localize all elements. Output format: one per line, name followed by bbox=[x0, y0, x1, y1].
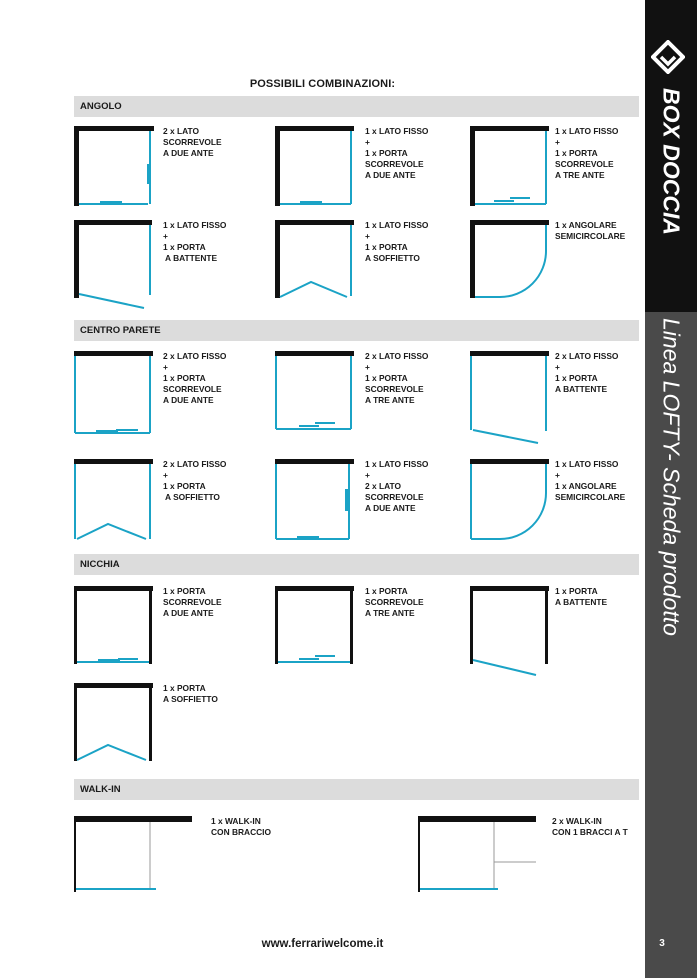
centro-parete-3-description: 2 x LATO FISSO + 1 x PORTA A BATTENTE bbox=[555, 351, 619, 394]
nicchia-3-description: 1 x PORTA A BATTENTE bbox=[555, 586, 608, 607]
nicchia-4-description: 1 x PORTA A SOFFIETTO bbox=[163, 683, 218, 704]
combination-nicchia-3 bbox=[470, 586, 555, 681]
combination-centro-parete-2 bbox=[275, 351, 360, 436]
angolo-3-description: 1 x LATO FISSO + 1 x PORTA SCORREVOLE A TRE ANTE bbox=[555, 126, 619, 180]
combination-nicchia-4 bbox=[74, 683, 159, 765]
section-header-centro-parete: CENTRO PARETE bbox=[74, 320, 639, 341]
combination-angolo-3 bbox=[470, 126, 555, 208]
nicchia-2-description: 1 x PORTA SCORREVOLE A TRE ANTE bbox=[365, 586, 424, 618]
combination-walk-in-1 bbox=[74, 816, 194, 896]
combination-centro-parete-6 bbox=[470, 459, 555, 544]
ferrari-welcome-logo-icon bbox=[651, 40, 685, 79]
combination-angolo-1 bbox=[74, 126, 159, 208]
footer-website-url: www.ferrariwelcome.it bbox=[261, 938, 384, 950]
section-header-nicchia: NICCHIA bbox=[74, 554, 639, 575]
centro-parete-3-diagram bbox=[470, 351, 555, 446]
walk-in-2-description: 2 x WALK-IN CON 1 BRACCI A T bbox=[552, 816, 628, 837]
walk-in-1-description: 1 x WALK-IN CON BRACCIO bbox=[211, 816, 272, 837]
angolo-3-diagram bbox=[470, 126, 555, 208]
angolo-1-diagram bbox=[74, 126, 159, 208]
combination-angolo-5 bbox=[275, 220, 360, 300]
centro-parete-4-description: 2 x LATO FISSO + 1 x PORTA A SOFFIETTO bbox=[163, 459, 227, 502]
angolo-2-diagram bbox=[275, 126, 360, 208]
centro-parete-5-description: 1 x LATO FISSO + 2 x LATO SCORREVOLE A DUE ANTE bbox=[365, 459, 429, 513]
angolo-5-description: 1 x LATO FISSO + 1 x PORTA A SOFFIETTO bbox=[365, 220, 429, 263]
nicchia-4-diagram bbox=[74, 683, 159, 765]
page-title: POSSIBILI COMBINAZIONI: bbox=[249, 78, 396, 90]
centro-parete-2-diagram bbox=[275, 351, 360, 436]
sidebar-brand-title: BOX DOCCIA bbox=[658, 88, 685, 235]
angolo-6-diagram bbox=[470, 220, 555, 300]
centro-parete-1-description: 2 x LATO FISSO + 1 x PORTA SCORREVOLE A DUE ANTE bbox=[163, 351, 227, 405]
combination-nicchia-2 bbox=[275, 586, 360, 668]
combination-angolo-4 bbox=[74, 220, 159, 315]
angolo-4-diagram bbox=[74, 220, 159, 315]
page-number: 3 bbox=[659, 938, 665, 949]
combination-centro-parete-1 bbox=[74, 351, 159, 436]
angolo-6-description: 1 x ANGOLARE SEMICIRCOLARE bbox=[555, 220, 626, 241]
nicchia-2-diagram bbox=[275, 586, 360, 668]
combination-walk-in-2 bbox=[418, 816, 538, 896]
nicchia-1-diagram bbox=[74, 586, 159, 668]
angolo-4-description: 1 x LATO FISSO + 1 x PORTA A BATTENTE bbox=[163, 220, 227, 263]
centro-parete-4-diagram bbox=[74, 459, 159, 544]
combination-nicchia-1 bbox=[74, 586, 159, 668]
walk-in-1-diagram bbox=[74, 816, 194, 896]
combination-centro-parete-5 bbox=[275, 459, 360, 544]
centro-parete-5-diagram bbox=[275, 459, 360, 544]
nicchia-1-description: 1 x PORTA SCORREVOLE A DUE ANTE bbox=[163, 586, 222, 618]
section-header-walk-in: WALK-IN bbox=[74, 779, 639, 800]
angolo-5-diagram bbox=[275, 220, 360, 300]
centro-parete-2-description: 2 x LATO FISSO + 1 x PORTA SCORREVOLE A TRE ANTE bbox=[365, 351, 429, 405]
angolo-2-description: 1 x LATO FISSO + 1 x PORTA SCORREVOLE A DUE ANTE bbox=[365, 126, 429, 180]
angolo-1-description: 2 x LATO SCORREVOLE A DUE ANTE bbox=[163, 126, 222, 158]
combination-centro-parete-4 bbox=[74, 459, 159, 544]
nicchia-3-diagram bbox=[470, 586, 555, 681]
centro-parete-1-diagram bbox=[74, 351, 159, 436]
combination-centro-parete-3 bbox=[470, 351, 555, 446]
combination-angolo-2 bbox=[275, 126, 360, 208]
combination-angolo-6 bbox=[470, 220, 555, 300]
centro-parete-6-description: 1 x LATO FISSO + 1 x ANGOLARE SEMICIRCOLARE bbox=[555, 459, 626, 502]
centro-parete-6-diagram bbox=[470, 459, 555, 544]
sidebar-product-line: Linea LOFTY- Scheda prodotto bbox=[658, 318, 685, 636]
section-header-angolo: ANGOLO bbox=[74, 96, 639, 117]
walk-in-2-diagram bbox=[418, 816, 538, 896]
